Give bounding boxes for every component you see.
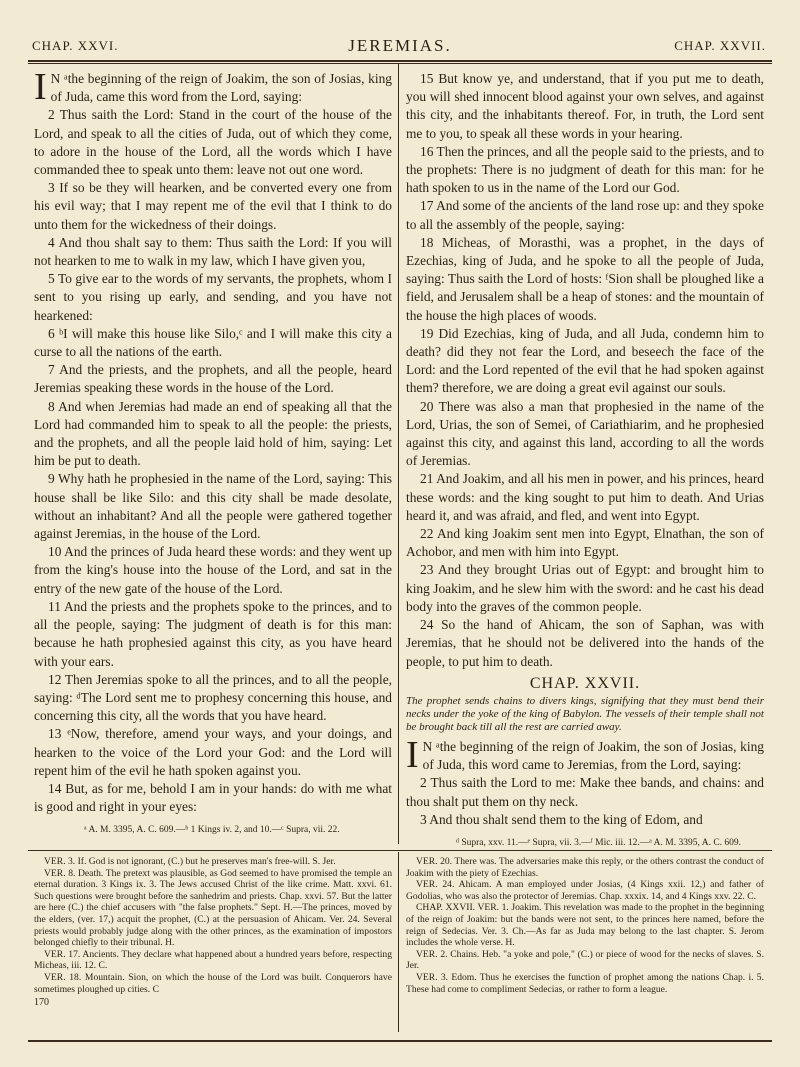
footnote: VER. 24. Ahicam. A man employed under Josias, (4 Kings xxii. 12,) and father of Godolias, who was also the protector of Jeremias. Chap. xxxix. 14, and 4 Kings xxv. 22. C. <box>406 879 764 902</box>
chapter-heading: CHAP. XXVII. <box>529 674 641 692</box>
footnote: VER. 3. If. God is not ignorant, (C.) but he preserves man's free-will. S. Jer. <box>44 856 336 867</box>
verse: 13 ᵉNow, therefore, amend your ways, and your doings, and hearken to the voice of the Lord your God: and the Lord will repent him of the evil he hath spoken against you. <box>34 726 392 778</box>
verse: 9 Why hath he prophesied in the name of the Lord, saying: This house shall be like Silo: and this city shall be made desolate, without an inhabitant? And all the people were gathered together against Jeremias, in the house of the Lord. <box>34 471 392 542</box>
dropcap: I <box>406 733 419 776</box>
verse: 23 And they brought Urias out of Egypt: and brought him to king Joakim, and he slew him with the sword: and he cast his dead body into the graves of the common people. <box>406 562 764 614</box>
verse: 17 And some of the ancients of the land rose up: and they spoke to all the assembly of the people, saying: <box>406 198 764 232</box>
verse: 3 If so be they will hearken, and be converted every one from his evil way; that I may repent me of the evil that I think to do unto them for the wickedness of their doings. <box>34 180 392 232</box>
verse: 11 And the priests and the prophets spoke to the princes, and to all the people, saying: The judgment of death is for this man: because he hath prophesied against this city, as you have heard with your ears. <box>34 598 392 669</box>
footnote: VER. 3. Edom. Thus he exercises the function of prophet among the nations Chap. i. 5. These had come to compliment Sedecias, or rather to form a league. <box>406 971 764 995</box>
verse: 8 And when Jeremias had made an end of speaking all that the Lord had commanded him to speak to all the people: the priests, and the prophets, and all the people laid hold of him, saying: Let him be put to death. <box>34 398 392 469</box>
running-header <box>28 30 772 62</box>
cross-references: ᵃ A. M. 3395, A. C. 609.—ᵇ 1 Kings iv. 2, and 10.—ᶜ Supra, vii. 22. <box>84 825 340 836</box>
verse-1: I N ᵃthe beginning of the reign of Joakim, the son of Josias, king of Juda, this word came to Jeremias, from the Lord, saying: <box>406 733 764 776</box>
verse: 2 Thus saith the Lord to me: Make thee bands, and chains: and thou shalt put them on thy neck. <box>406 775 764 809</box>
verse: 7 And the priests, and the prophets, and all the people, heard Jeremias speaking these words in the house of the Lord. <box>34 362 392 396</box>
page-number: 170 <box>34 997 49 1009</box>
header-chapter-left: CHAP. XXVI. <box>32 38 119 53</box>
verse: 3 And thou shalt send them to the king of Edom, and <box>420 811 703 827</box>
verse: 19 Did Ezechias, king of Juda, and all Juda, condemn him to death? did they not fear the Lord, and beseech the face of the Lord: and the Lord repented of the evil that he had spoken against them? therefore, we are doing a great evil against our souls. <box>406 325 764 396</box>
header-book-title: JEREMIAS. <box>348 36 452 55</box>
cross-references: ᵈ Supra, xxv. 11.—ᵉ Supra, vii. 3.—ᶠ Mic. iii. 12.—ᵃ A. M. 3395, A. C. 609. <box>456 837 742 848</box>
verse: 15 But know ye, and understand, that if you put me to death, you will shed innocent blood against your own selves, and against this city, and the inhabitants thereof. For, in truth, the Lord sent me to you, to speak all these words in your hearing. <box>406 71 764 141</box>
verse: 12 Then Jeremias spoke to all the princes, and to all the people, saying: ᵈThe Lord sent me to prophesy concerning this house, and concerning this city, all the words that you have heard. <box>34 671 392 724</box>
footnote: VER. 20. There was. The adversaries make this reply, or the others contrast the conduct of Joakim with the piety of Ezechias. <box>406 856 764 879</box>
verse: 14 But, as for me, behold I am in your hands: do with me what is good and right in your eyes: <box>34 780 392 815</box>
verse: 20 There was also a man that prophesied in the name of the Lord, Urias, the son of Semei, of Cariathiarim, and he prophesied against this city, and against this land, according to all the words of Jeremias. <box>406 398 764 469</box>
dropcap: I <box>34 66 47 108</box>
verse: 24 So the hand of Ahicam, the son of Saphan, was with Jeremias, that he should not be delivered into the hands of the people, to put him to death. <box>406 617 764 669</box>
verse: 21 And Joakim, and all his men in power, and his princes, heard these words: and the king sought to put him to death. And Urias heard it, and was afraid, and fled, and went into Egypt. <box>406 471 764 523</box>
footnote-rule <box>28 850 772 851</box>
verse: 22 And king Joakim sent men into Egypt, Elnathan, the son of Achobor, and men with him into Egypt. <box>406 526 764 560</box>
header-chapter-right: CHAP. XXVII. <box>674 38 766 53</box>
footnotes-right <box>406 856 764 995</box>
bottom-rule <box>28 1040 772 1042</box>
verse: 6 ᵇI will make this house like Silo,ᶜ and I will make this city a curse to all the nations of the earth. <box>34 325 392 360</box>
verse-1: I N ᵃthe beginning of the reign of Joakim, the son of Josias, king of Juda, came this word from the Lord, saying: <box>34 66 392 108</box>
right-column <box>406 70 764 849</box>
verse: 5 To give ear to the words of my servants, the prophets, whom I sent to you rising up early, and sending, and you have not hearkened: <box>34 271 392 323</box>
footnote: VER. 18. Mountain. Sion, on which the house of the Lord was built. Conquerors have sometimes ploughed up cities. C <box>34 971 392 995</box>
footnotes-left <box>34 856 392 1009</box>
chapter-summary: The prophet sends chains to divers kings, signifying that they must bend their necks under the yoke of the king of Babylon. The vessels of their temple shall not be brought back till all the rest are carried away. <box>406 694 764 733</box>
footnote-column-divider <box>398 852 399 1032</box>
verse: 10 And the princes of Juda heard these words: and they went up from the king's house into the house of the Lord, and sat in the entry of the new gate of the house of the Lord. <box>34 544 392 596</box>
footnote: VER. 17. Ancients. They declare what happened about a hundred years before, respecting Micheas, iii. 12. C. <box>34 948 392 972</box>
header-rule <box>28 63 772 64</box>
verse: 4 And thou shalt say to them: Thus saith the Lord: If you will not hearken to me to walk in my law, which I have given you, <box>34 234 392 269</box>
column-divider <box>398 64 399 844</box>
footnote: VER. 2. Chains. Heb. "a yoke and pole," (C.) or piece of wood for the necks of slaves. S. Jer. <box>406 948 764 972</box>
verse: 18 Micheas, of Morasthi, was a prophet, in the days of Ezechias, king of Juda, and he spoke to all the people of Juda, saying: Thus saith the Lord of hosts: ᶠSion shall be ploughed like a field, and Jerusalem shall be a heap of stones: and the mountain of the house the high places of woods. <box>406 234 764 323</box>
footnote: VER. 8. Death. The pretext was plausible, as God seemed to have promised the temple an eternal duration. 3 Kings ix. 3. The Jews accused Christ of the like crime. Matt. xxvi. 61. Such questions were brought before the sanhedrim and priests. Chap. xxvi. 57. But the latter are here (C.) the chief accusers with "the false prophets." Sept. H.—The princes, moved by the elders, (ver. 17,) acquit the prophet, (C.) at the persuasion of Ahicam. Ver. 24. Several priests would probably judge along with the other princes, as the examination of impostors belonged chiefly to their tribunal. H. <box>34 867 392 949</box>
book-page <box>28 30 772 1050</box>
verse: 2 Thus saith the Lord: Stand in the court of the house of the Lord, and speak to all the cities of Juda, out of which they come, to adore in the house of the Lord, all the words which I have commanded thee to speak unto them: leave not out one word. <box>34 107 392 178</box>
verse: 16 Then the princes, and all the people said to the priests, and to the prophets: There is no judgment of death for this man: for he hath spoken to us in the name of the Lord our God. <box>406 143 764 196</box>
footnote: CHAP. XXVII. VER. 1. Joakim. This revelation was made to the prophet in the beginning of the reign of Joakim: but the bands were not sent, to the princes here named, before the reign of Sedecias. Ver. 3. Ch.—As far as Juda may belong to the last chapter. S. Jerom includes the whole verse. H. <box>406 902 764 949</box>
left-column <box>34 66 392 836</box>
